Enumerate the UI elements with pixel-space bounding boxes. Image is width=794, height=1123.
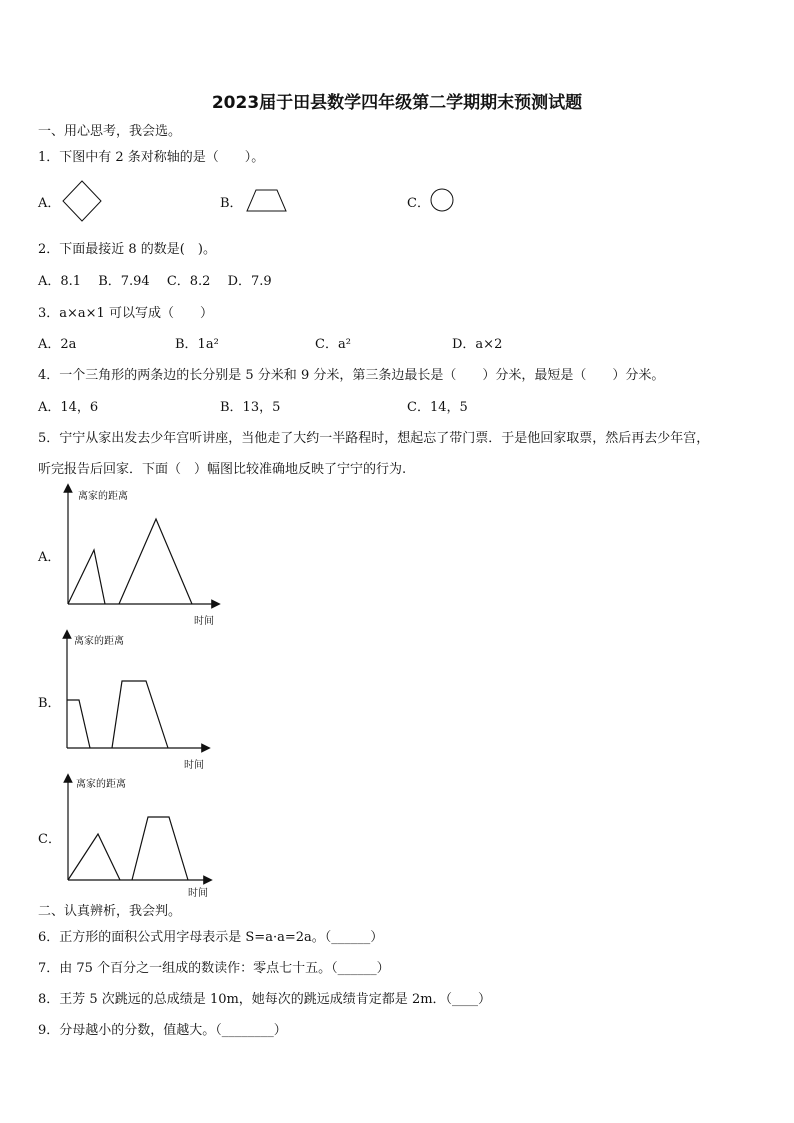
q4-option-c: C．14，5 xyxy=(407,400,468,415)
q5-graph-c-ylabel: 离家的距离 xyxy=(76,779,126,790)
q2-options: A．8.1 B．7.94 C．8.2 D．7.9 xyxy=(38,274,272,289)
q5-graph-a-label: A． xyxy=(38,550,61,565)
section-1-heading: 一、用心思考，我会选。 xyxy=(38,124,182,139)
q5-graph-b-ylabel: 离家的距离 xyxy=(74,636,124,647)
q5-graph-b-label: B． xyxy=(38,696,61,711)
q5-graph-c-label: C． xyxy=(38,832,61,847)
q3-option-d: D．a×2 xyxy=(452,337,503,352)
q4-option-a: A．14，6 xyxy=(38,400,99,415)
q5-graph-c-xlabel: 时间 xyxy=(188,888,208,899)
q5-graph-a xyxy=(60,484,222,610)
q5-graph-a-xlabel: 时间 xyxy=(194,616,214,627)
question-5-line-2: 听完报告后回家．下面（ ）幅图比较准确地反映了宁宁的行为. xyxy=(38,462,407,477)
question-7: 7．由 75 个百分之一组成的数读作：零点七十五。（______） xyxy=(38,961,390,976)
section-2-heading: 二、认真辨析，我会判。 xyxy=(38,904,182,919)
circle-icon xyxy=(430,188,456,214)
question-9: 9．分母越小的分数，值越大。（________） xyxy=(38,1023,287,1038)
q5-graph-c xyxy=(62,774,212,886)
diamond-icon xyxy=(62,180,102,222)
page-title: 2023届于田县数学四年级第二学期期末预测试题 xyxy=(211,93,583,113)
question-2: 2．下面最接近 8 的数是( )。 xyxy=(38,242,216,257)
q4-option-b: B．13，5 xyxy=(220,400,281,415)
question-1: 1．下图中有 2 条对称轴的是（ ）。 xyxy=(38,150,265,165)
question-8: 8．王芳 5 次跳远的总成绩是 10m，她每次的跳远成绩肯定都是 2m．（____） xyxy=(38,992,492,1007)
q1-option-a-label: A． xyxy=(38,196,61,211)
q1-option-c-label: C． xyxy=(407,196,430,211)
question-3: 3．a×a×1 可以写成（ ） xyxy=(38,306,213,321)
question-5-line-1: 5．宁宁从家出发去少年宫听讲座，当他走了大约一半路程时，想起忘了带门票．于是他回家取票，然后再去少年宫， xyxy=(38,431,710,446)
q3-option-c: C．a² xyxy=(315,337,351,352)
q5-graph-b xyxy=(60,630,212,754)
question-4: 4．一个三角形的两条边的长分别是 5 分米和 9 分米，第三条边最长是（ ）分米，最短是（ ）分米。 xyxy=(38,368,665,383)
q3-option-b: B．1a² xyxy=(175,337,219,352)
q5-graph-a-ylabel: 离家的距离 xyxy=(78,491,128,502)
trapezoid-icon xyxy=(246,189,288,213)
q5-graph-b-xlabel: 时间 xyxy=(184,760,204,771)
q3-option-a: A．2a xyxy=(38,337,77,352)
q1-option-b-label: B． xyxy=(220,196,243,211)
question-6: 6．正方形的面积公式用字母表示是 S=a·a=2a。（______） xyxy=(38,930,384,945)
